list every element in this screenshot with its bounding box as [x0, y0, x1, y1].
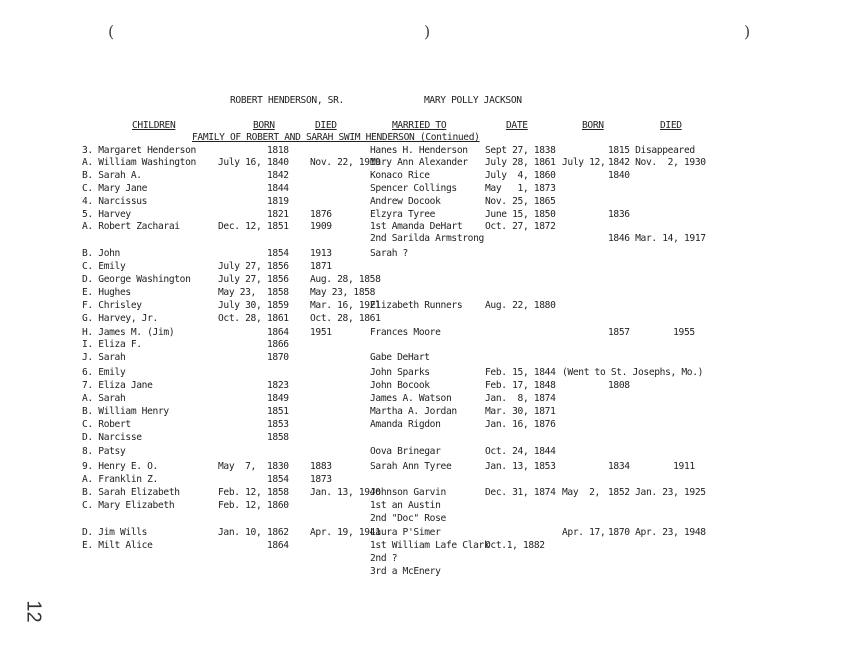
child-died: Aug. 28, 1858 — [310, 274, 381, 285]
spouse-name: 1st an Austin — [370, 500, 441, 511]
child-born-year: 1851 — [267, 221, 289, 232]
spouse-name: Sarah Ann Tyree — [370, 461, 452, 472]
marriage-date: Feb. 17, 1848 — [485, 380, 556, 391]
spouse-born-died: 1852 Jan. 23, 1925 — [608, 487, 706, 498]
child-born-day: Oct. 28, — [218, 313, 262, 324]
child-name: B. Sarah Elizabeth — [82, 487, 180, 498]
child-born-year: 1854 — [267, 474, 289, 485]
child-name: 5. Harvey — [82, 209, 131, 220]
marriage-date: May 1, 1873 — [485, 183, 556, 194]
child-died: Jan. 13, 1940 — [310, 487, 381, 498]
spouse-born-died: 1842 Nov. 2, 1930 — [608, 157, 706, 168]
page-number: 12 — [22, 600, 45, 623]
spouse-born-day: Apr. 17, — [562, 527, 606, 538]
spouse-name: Frances Moore — [370, 327, 441, 338]
spouse-name: John Bocook — [370, 380, 430, 391]
spouse-name: 2nd ? — [370, 553, 398, 564]
child-born-year: 1844 — [267, 183, 289, 194]
child-name: 3. Margaret Henderson — [82, 145, 196, 156]
spouse-name: 3rd a McEnery — [370, 566, 441, 577]
child-born-year: 1819 — [267, 196, 289, 207]
child-name: C. Emily — [82, 261, 126, 272]
child-name: A. Robert Zacharai — [82, 221, 180, 232]
child-died: Nov. 22, 1919 — [310, 157, 381, 168]
marriage-date: Jan. 13, 1853 — [485, 461, 556, 472]
child-name: B. Sarah A. — [82, 170, 142, 181]
child-name: I. Eliza F. — [82, 339, 142, 350]
child-died: 1871 — [310, 261, 332, 272]
child-name: 7. Eliza Jane — [82, 380, 153, 391]
bracket-mark-3: ) — [744, 22, 751, 41]
spouse-name: Andrew Docook — [370, 196, 441, 207]
marriage-date: Aug. 22, 1880 — [485, 300, 556, 311]
child-died: 1951 — [310, 327, 332, 338]
child-died: 1909 — [310, 221, 332, 232]
child-name: G. Harvey, Jr. — [82, 313, 158, 324]
spouse-name: Gabe DeHart — [370, 352, 430, 363]
child-name: 9. Henry E. O. — [82, 461, 158, 472]
child-name: H. James M. (Jim) — [82, 327, 175, 338]
child-name: C. Robert — [82, 419, 131, 430]
child-born-year: 1858 — [267, 487, 289, 498]
child-born-year: 1856 — [267, 274, 289, 285]
child-born-day: Feb. 12, — [218, 487, 262, 498]
spouse-name: John Sparks — [370, 367, 430, 378]
child-died: 1913 — [310, 248, 332, 259]
spouse-name: Elizabeth Runners — [370, 300, 463, 311]
child-born-year: 1821 — [267, 209, 289, 220]
child-name: D. George Washington — [82, 274, 191, 285]
child-born-year: 1866 — [267, 339, 289, 350]
spouse-born-day: (Went to St. Josephs, Mo.) — [562, 367, 704, 378]
marriage-date: Jan. 16, 1876 — [485, 419, 556, 430]
marriage-date: Nov. 25, 1865 — [485, 196, 556, 207]
header-married-to: MARRIED TO — [392, 120, 447, 131]
marriage-date: July 4, 1860 — [485, 170, 556, 181]
spouse-born-died: 1857 1955 — [608, 327, 695, 338]
child-born-year: 1842 — [267, 170, 289, 181]
spouse-name: Laura P'Simer — [370, 527, 441, 538]
spouse-name: 1st William Lafe Clark — [370, 540, 490, 551]
section-subtitle: FAMILY OF ROBERT AND SARAH SWIM HENDERSON (Continued) — [192, 132, 480, 143]
spouse-born-died: 1815 Disappeared — [608, 145, 695, 156]
spouse-name: 2nd Sarilda Armstrong — [370, 233, 484, 244]
child-name: C. Mary Elizabeth — [82, 500, 175, 511]
marriage-date: Feb. 15, 1844 — [485, 367, 556, 378]
spouse-born-died: 1840 — [608, 170, 630, 181]
child-born-year: 1823 — [267, 380, 289, 391]
child-died: 1873 — [310, 474, 332, 485]
spouse-born-day: May 2, — [562, 487, 600, 498]
child-born-year: 1856 — [267, 261, 289, 272]
marriage-date: Dec. 31, 1874 — [485, 487, 556, 498]
marriage-date: July 28, 1861 — [485, 157, 556, 168]
spouse-name: Amanda Rigdon — [370, 419, 441, 430]
header-died: DIED — [315, 120, 337, 131]
bracket-mark-1: ( — [108, 22, 115, 41]
title-mother: MARY POLLY JACKSON — [424, 95, 522, 106]
spouse-name: Konaco Rice — [370, 170, 430, 181]
child-died: 1883 — [310, 461, 332, 472]
child-died: May 23, 1858 — [310, 287, 376, 298]
child-name: F. Chrisley — [82, 300, 142, 311]
spouse-name: James A. Watson — [370, 393, 452, 404]
child-born-year: 1830 — [267, 461, 289, 472]
marriage-date: Oct. 27, 1872 — [485, 221, 556, 232]
child-born-year: 1853 — [267, 419, 289, 430]
child-born-day: July 27, — [218, 261, 262, 272]
child-name: C. Mary Jane — [82, 183, 148, 194]
marriage-date: Oct.1, 1882 — [485, 540, 545, 551]
spouse-name: Johnson Garvin — [370, 487, 446, 498]
spouse-born-died: 1808 — [608, 380, 630, 391]
child-born-year: 1849 — [267, 393, 289, 404]
child-born-day: May 23, — [218, 287, 256, 298]
child-born-year: 1840 — [267, 157, 289, 168]
child-born-day: July 30, — [218, 300, 262, 311]
child-name: 6. Emily — [82, 367, 126, 378]
child-name: 8. Patsy — [82, 446, 126, 457]
child-born-year: 1864 — [267, 540, 289, 551]
header-spouse-born: BORN — [582, 120, 604, 131]
child-name: D. Jim Wills — [82, 527, 148, 538]
bracket-mark-2: ) — [424, 22, 431, 41]
header-children: CHILDREN — [132, 120, 176, 131]
spouse-name: 1st Amanda DeHart — [370, 221, 463, 232]
child-name: A. Sarah — [82, 393, 126, 404]
marriage-date: June 15, 1850 — [485, 209, 556, 220]
child-name: A. Franklin Z. — [82, 474, 158, 485]
header-born: BORN — [253, 120, 275, 131]
marriage-date: Sept 27, 1838 — [485, 145, 556, 156]
child-born-year: 1860 — [267, 500, 289, 511]
child-born-day: Dec. 12, — [218, 221, 262, 232]
child-name: E. Milt Alice — [82, 540, 153, 551]
title-father: ROBERT HENDERSON, SR. — [230, 95, 344, 106]
spouse-born-died: 1846 Mar. 14, 1917 — [608, 233, 706, 244]
spouse-name: Elzyra Tyree — [370, 209, 436, 220]
child-died: Mar. 16, 1921 — [310, 300, 381, 311]
child-died: Oct. 28, 1861 — [310, 313, 381, 324]
child-born-year: 1862 — [267, 527, 289, 538]
child-name: J. Sarah — [82, 352, 126, 363]
child-born-year: 1861 — [267, 313, 289, 324]
spouse-name: Martha A. Jordan — [370, 406, 457, 417]
child-born-day: Jan. 10, — [218, 527, 262, 538]
child-born-day: July 16, — [218, 157, 262, 168]
spouse-born-died: 1836 — [608, 209, 630, 220]
child-born-year: 1864 — [267, 327, 289, 338]
spouse-name: Mary Ann Alexander — [370, 157, 468, 168]
child-born-year: 1854 — [267, 248, 289, 259]
spouse-born-died: 1834 1911 — [608, 461, 695, 472]
marriage-date: Mar. 30, 1871 — [485, 406, 556, 417]
child-name: A. William Washington — [82, 157, 196, 168]
spouse-born-died: 1870 Apr. 23, 1948 — [608, 527, 706, 538]
child-died: 1876 — [310, 209, 332, 220]
spouse-name: Sarah ? — [370, 248, 408, 259]
header-date: DATE — [506, 120, 528, 131]
child-born-year: 1859 — [267, 300, 289, 311]
child-name: E. Hughes — [82, 287, 131, 298]
spouse-name: Oova Brinegar — [370, 446, 441, 457]
child-died: Apr. 19, 1941 — [310, 527, 381, 538]
spouse-name: Hanes H. Henderson — [370, 145, 468, 156]
child-born-year: 1851 — [267, 406, 289, 417]
marriage-date: Oct. 24, 1844 — [485, 446, 556, 457]
child-born-day: Feb. 12, — [218, 500, 262, 511]
child-born-day: May 7, — [218, 461, 256, 472]
header-spouse-died: DIED — [660, 120, 682, 131]
spouse-name: 2nd "Doc" Rose — [370, 513, 446, 524]
child-name: D. Narcisse — [82, 432, 142, 443]
child-born-year: 1858 — [267, 287, 289, 298]
child-name: 4. Narcissus — [82, 196, 148, 207]
child-born-day: July 27, — [218, 274, 262, 285]
child-name: B. William Henry — [82, 406, 169, 417]
child-born-year: 1858 — [267, 432, 289, 443]
child-born-year: 1818 — [267, 145, 289, 156]
child-name: B. John — [82, 248, 120, 259]
spouse-name: Spencer Collings — [370, 183, 457, 194]
spouse-born-day: July 12, — [562, 157, 606, 168]
child-born-year: 1870 — [267, 352, 289, 363]
marriage-date: Jan. 8, 1874 — [485, 393, 556, 404]
